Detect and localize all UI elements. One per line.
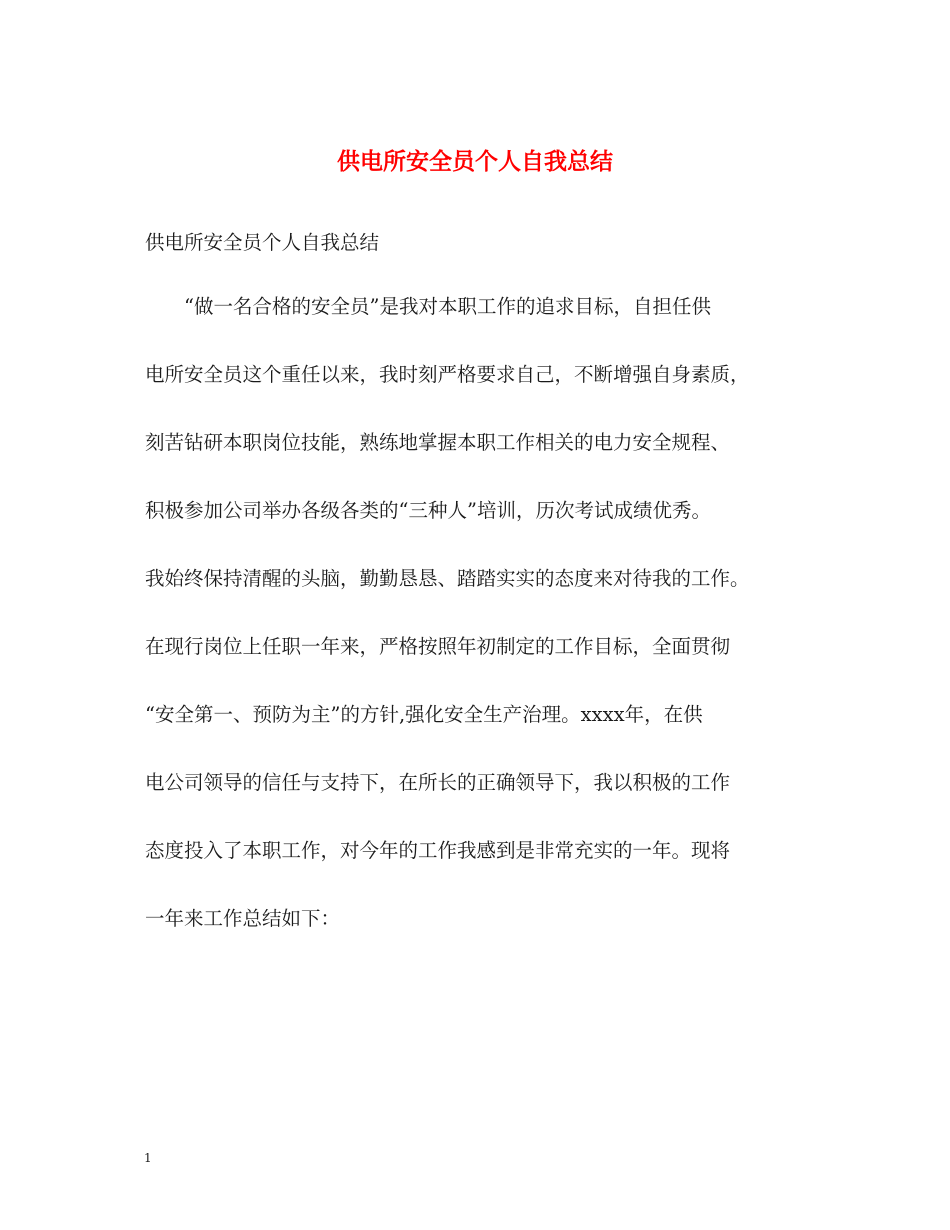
page-number: 1 — [144, 1151, 152, 1165]
body-line-10: 一年来工作总结如下： — [145, 907, 341, 930]
body-line-8: 电公司领导的信任与支持下，在所长的正确领导下，我以积极的工作 — [145, 771, 731, 794]
document-subtitle: 供电所安全员个人自我总结 — [145, 231, 380, 254]
body-line-2: 电所安全员这个重任以来，我时刻严格要求自己，不断增强自身素质， — [145, 363, 750, 386]
body-line-4: 积极参加公司举办各级各类的“三种人”培训，历次考试成绩优秀。 — [145, 499, 711, 522]
body-line-3: 刻苦钻研本职岗位技能，熟练地掌握本职工作相关的电力安全规程、 — [145, 431, 731, 454]
body-line-1: “做一名合格的安全员”是我对本职工作的追求目标，自担任供 — [184, 295, 711, 318]
body-line-5: 我始终保持清醒的头脑，勤勤恳恳、踏踏实实的态度来对待我的工作。 — [145, 567, 750, 590]
body-line-9: 态度投入了本职工作，对今年的工作我感到是非常充实的一年。现将 — [145, 839, 731, 862]
document-title: 供电所安全员个人自我总结 — [337, 148, 613, 175]
body-line-6: 在现行岗位上任职一年来，严格按照年初制定的工作目标，全面贯彻 — [145, 635, 731, 658]
body-line-7: “安全第一、预防为主”的方针,强化安全生产治理。xxxx年，在供 — [145, 703, 703, 726]
